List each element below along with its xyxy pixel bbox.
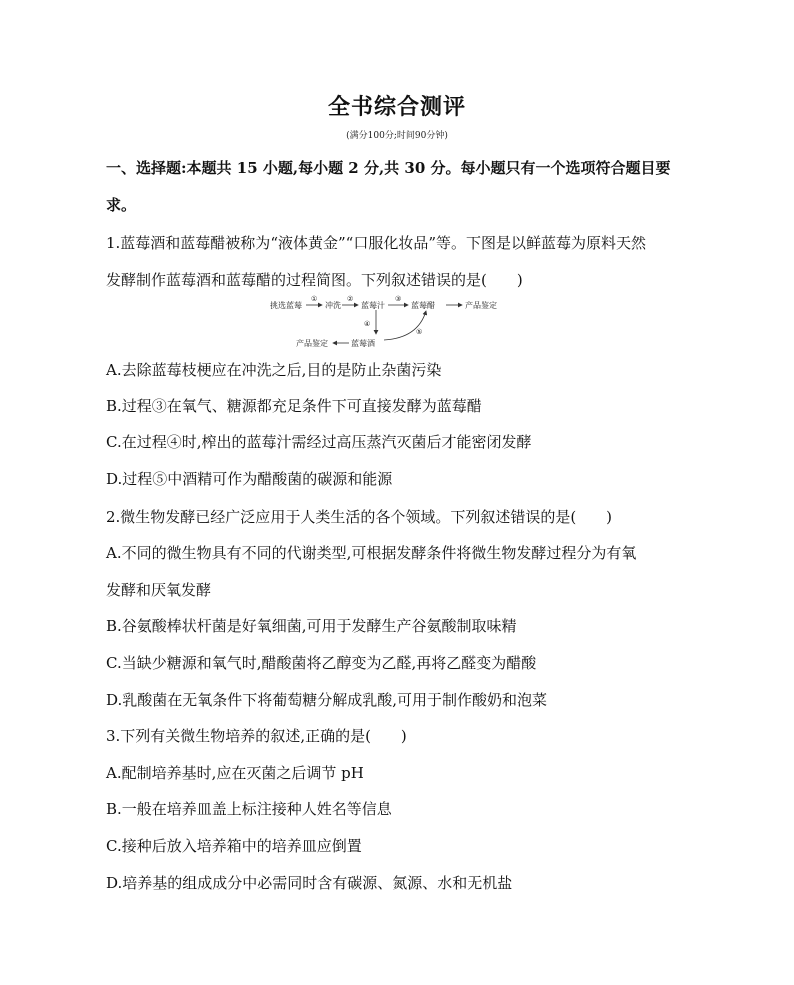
question-1-stem-line2: 发酵制作蓝莓酒和蓝莓醋的过程简图。下列叙述错误的是( ) — [106, 271, 523, 289]
diagram-step-2: ② — [347, 295, 354, 303]
page-subtitle: (满分100分;时间90分钟) — [346, 131, 448, 141]
fermentation-flow-diagram — [268, 294, 528, 354]
question-2-option-d: D.乳酸菌在无氧条件下将葡萄糖分解成乳酸,可用于制作酸奶和泡菜 — [106, 691, 548, 709]
diagram-node-wine: 蓝莓酒 — [351, 339, 375, 348]
question-2-stem: 2.微生物发酵已经广泛应用于人类生活的各个领域。下列叙述错误的是( ) — [106, 508, 613, 526]
question-1-option-c: C.在过程④时,榨出的蓝莓汁需经过高压蒸汽灭菌后才能密闭发酵 — [106, 433, 532, 451]
question-2-option-a-line1: A.不同的微生物具有不同的代谢类型,可根据发酵条件将微生物发酵过程分为有氧 — [106, 544, 637, 562]
question-1-stem-line1: 1.蓝莓酒和蓝莓醋被称为“液体黄金”“口服化妆品”等。下图是以鲜蓝莓为原料天然 — [106, 234, 646, 252]
question-1-option-d: D.过程⑤中酒精可作为醋酸菌的碳源和能源 — [106, 470, 393, 488]
diagram-node-vinegar: 蓝莓醋 — [411, 301, 435, 310]
section-heading-line2: 求。 — [106, 196, 137, 214]
diagram-node-product-check-2: 产品鉴定 — [296, 339, 328, 348]
question-3-option-a: A.配制培养基时,应在灭菌之后调节 pH — [106, 764, 364, 782]
question-3-option-b: B.一般在培养皿盖上标注接种人姓名等信息 — [106, 800, 392, 818]
question-1-option-a: A.去除蓝莓枝梗应在冲洗之后,目的是防止杂菌污染 — [106, 361, 442, 379]
question-3-option-c: C.接种后放入培养箱中的培养皿应倒置 — [106, 837, 362, 855]
question-2-option-a-line2: 发酵和厌氧发酵 — [106, 581, 212, 599]
question-3-option-d: D.培养基的组成成分中必需同时含有碳源、氮源、水和无机盐 — [106, 874, 513, 892]
diagram-node-juice: 蓝莓汁 — [361, 301, 385, 310]
diagram-node-rinse: 冲洗 — [325, 301, 341, 310]
question-3-stem: 3.下列有关微生物培养的叙述,正确的是( ) — [106, 727, 407, 745]
question-2-option-b: B.谷氨酸棒状杆菌是好氧细菌,可用于发酵生产谷氨酸制取味精 — [106, 617, 517, 635]
diagram-step-4: ④ — [364, 320, 371, 328]
diagram-node-product-check-1: 产品鉴定 — [465, 301, 497, 310]
question-1-option-b: B.过程③在氧气、糖源都充足条件下可直接发酵为蓝莓醋 — [106, 397, 482, 415]
diagram-step-1: ① — [311, 295, 318, 303]
section-heading-line1: 一、选择题:本题共 15 小题,每小题 2 分,共 30 分。每小题只有一个选项符合题目要 — [106, 159, 671, 177]
question-2-option-c: C.当缺少糖源和氧气时,醋酸菌将乙醇变为乙醛,再将乙醛变为醋酸 — [106, 654, 537, 672]
page-title: 全书综合测评 — [327, 94, 466, 120]
diagram-node-pick-blueberry: 挑选蓝莓 — [270, 301, 302, 310]
diagram-step-5: ⑤ — [416, 328, 423, 336]
diagram-step-3: ③ — [395, 295, 402, 303]
